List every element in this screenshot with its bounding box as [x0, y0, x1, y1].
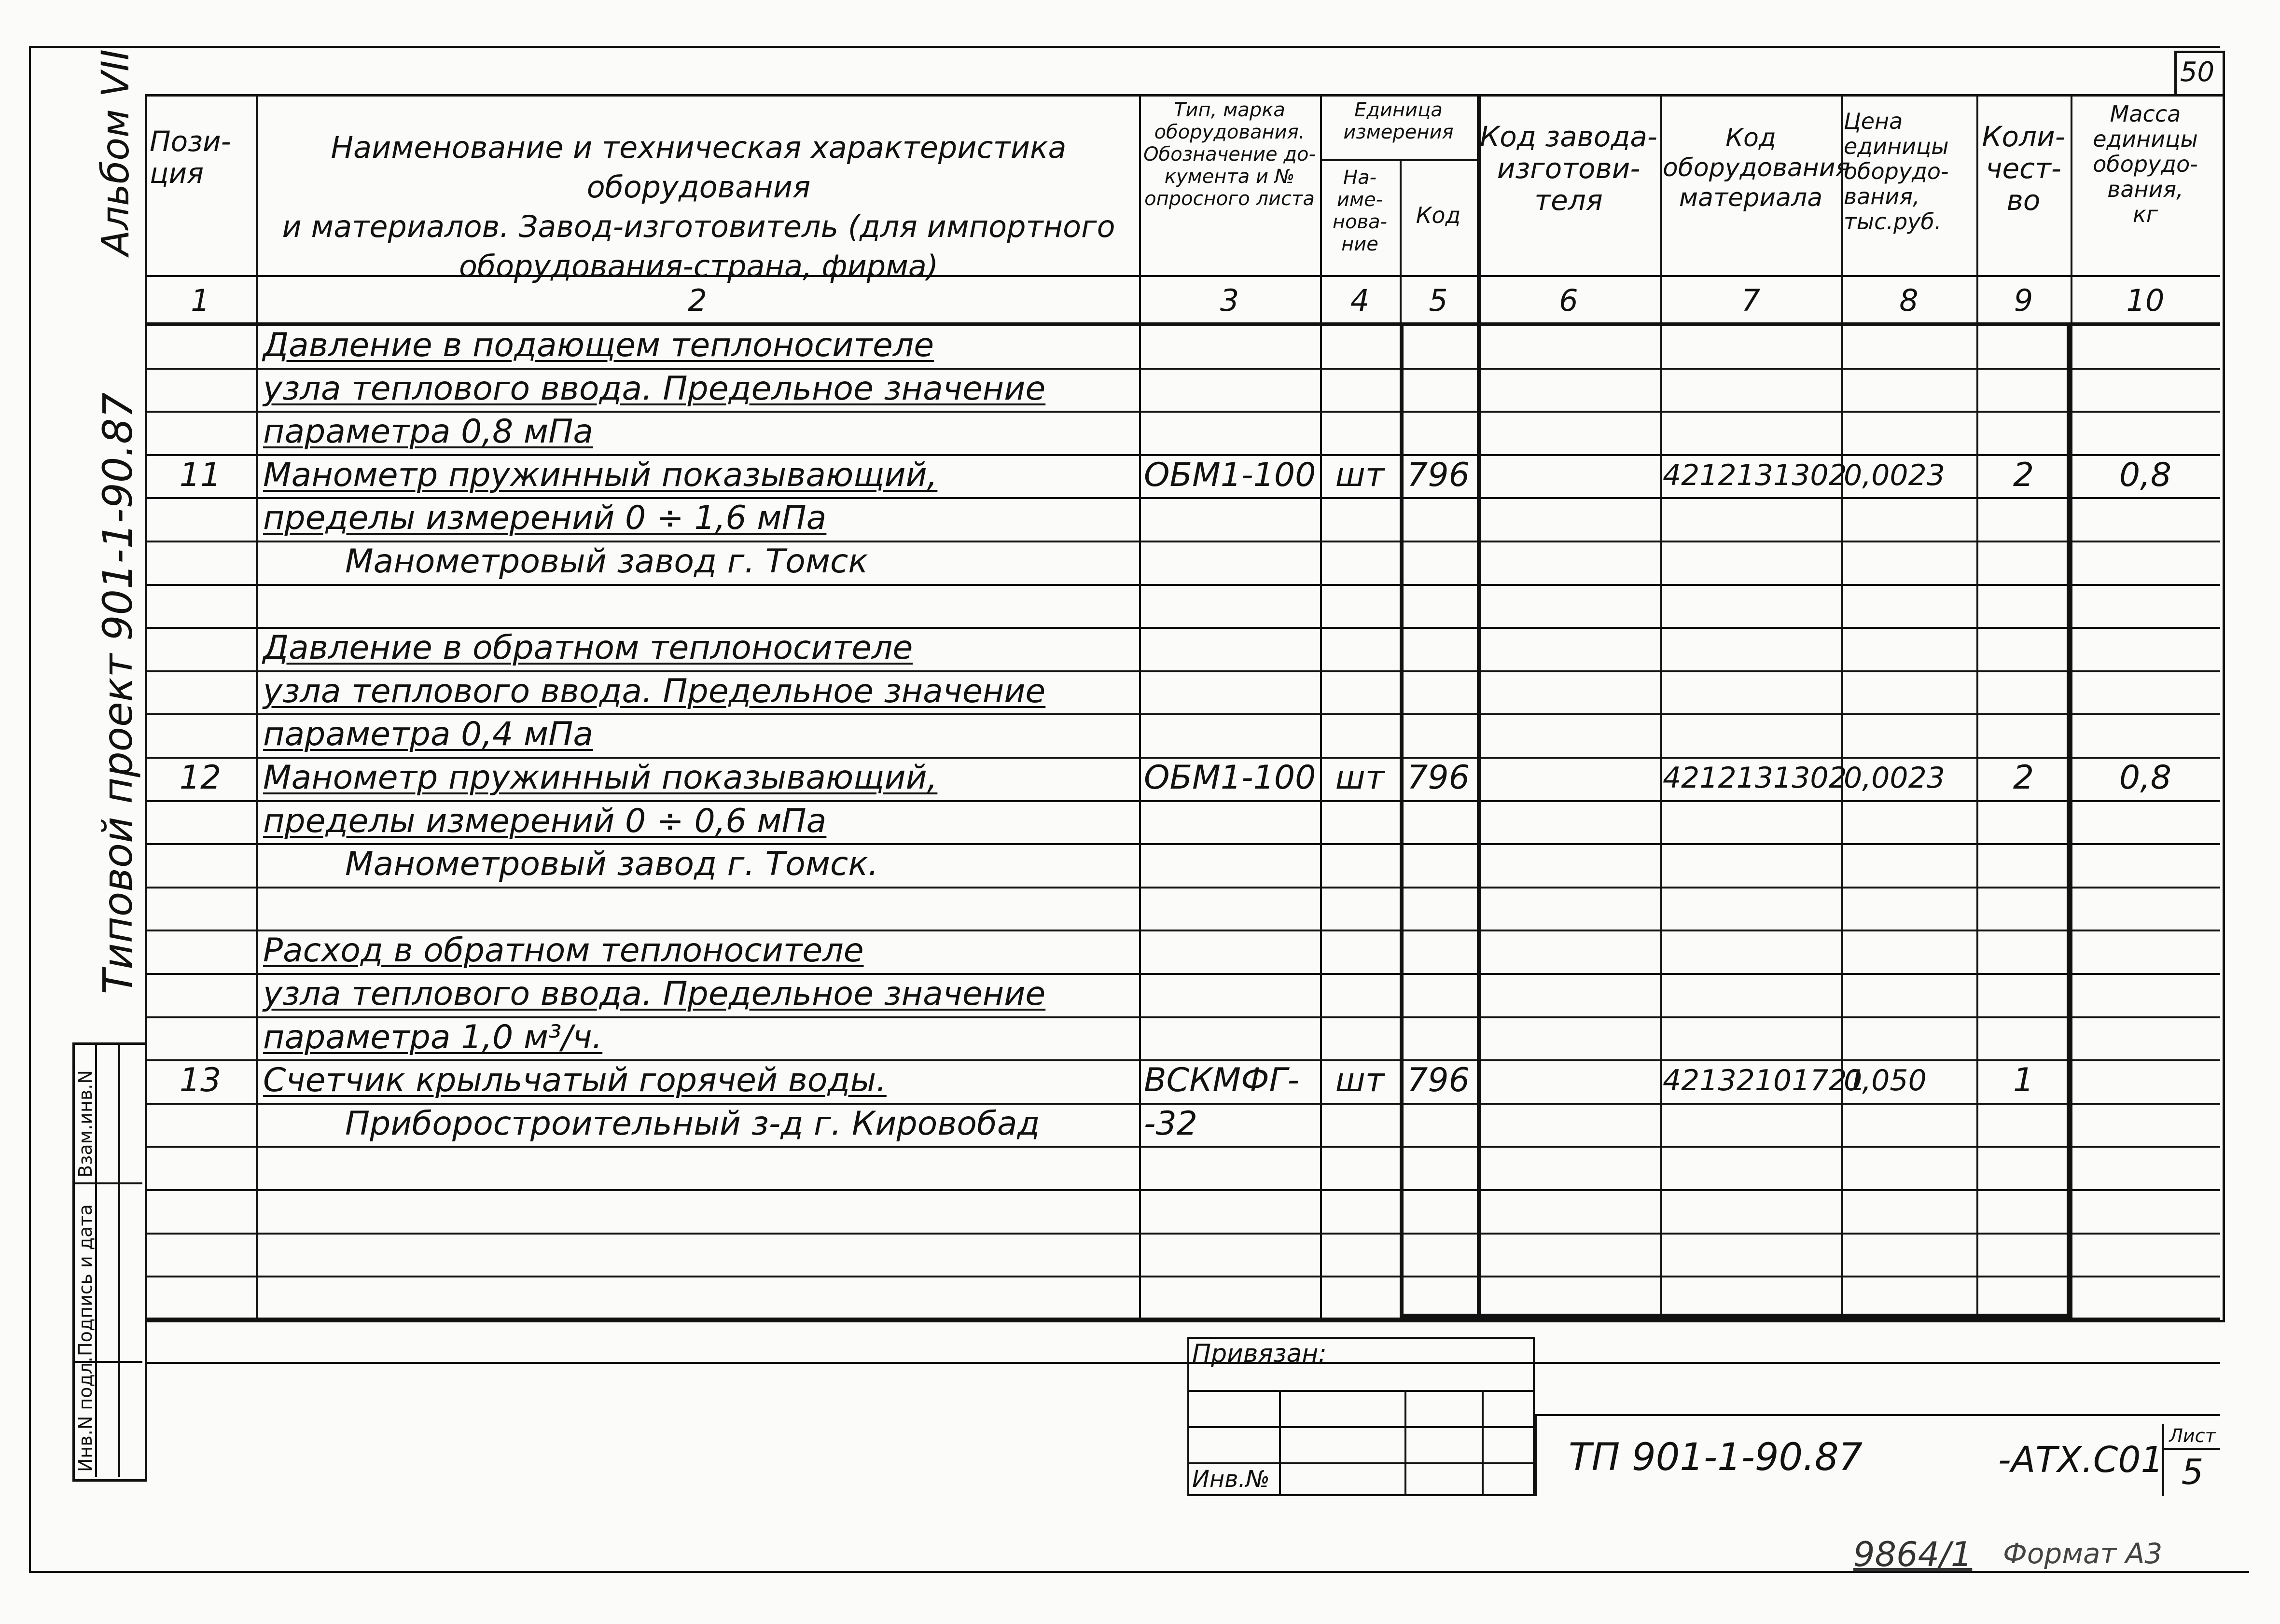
cell-code [1402, 887, 1474, 929]
cell-name: пределы измерений 0 ÷ 0,6 мПа [263, 802, 827, 840]
cell-price [1844, 1189, 1974, 1232]
colnum-5: 5 [1429, 283, 1448, 318]
attached-vline-1 [1279, 1390, 1281, 1496]
cell-equip [1663, 584, 1839, 626]
colnum-6: 6 [1559, 283, 1578, 318]
colnum-7: 7 [1741, 283, 1761, 318]
cell-unit [1322, 1233, 1397, 1275]
cell-mass [2073, 368, 2218, 410]
cell-name [263, 1233, 1137, 1275]
cell-plant [1479, 1146, 1658, 1188]
cell-name: узла теплового ввода. Предельное значение [263, 672, 1046, 710]
cell-plant [1479, 1276, 1658, 1318]
cell-code [1402, 930, 1474, 972]
colnum-2: 2 [688, 283, 707, 318]
cell-unit [1322, 411, 1397, 453]
cell-type [1144, 541, 1318, 583]
cell-name: Манометр пружинный показывающий, [263, 759, 938, 797]
cell-pos [145, 713, 256, 756]
cell-unit: шт [1335, 1061, 1385, 1099]
sheet-number: 5 [2181, 1452, 2204, 1492]
cell-unit: шт [1335, 759, 1385, 797]
cell-mass [2073, 1146, 2218, 1188]
cell-pos [145, 1189, 256, 1232]
cell-price [1844, 973, 1974, 1015]
cell-code: 796 [1407, 1061, 1470, 1099]
cell-type: ОБМ1-100 [1144, 759, 1316, 797]
cell-qty [1979, 670, 2068, 713]
titleblock-top-line [145, 1318, 2220, 1319]
cell-unit [1322, 497, 1397, 540]
cell-pos [145, 800, 256, 843]
cell-plant [1479, 541, 1658, 583]
cell-type [1144, 1189, 1318, 1232]
cell-equip [1663, 973, 1839, 1015]
side-stamp-divider-2 [118, 1042, 120, 1477]
cell-equip [1663, 1189, 1839, 1232]
cell-price [1844, 670, 1974, 713]
cell-pos [145, 324, 256, 367]
cell-name: Манометровый завод г. Томск. [345, 845, 879, 883]
header-col9: Коли- чест- во [1982, 120, 2065, 217]
cell-qty [1979, 1276, 2068, 1318]
cell-type [1144, 800, 1318, 843]
cell-unit [1322, 541, 1397, 583]
cell-qty [1979, 1189, 2068, 1232]
cell-type [1144, 930, 1318, 972]
cell-pos [145, 670, 256, 713]
cell-mass [2073, 1319, 2218, 1361]
cell-mass [2073, 1016, 2218, 1059]
cell-plant [1479, 584, 1658, 626]
cell-mass [2073, 497, 2218, 540]
side-stamp-sign: Подпись и дата [75, 1204, 96, 1356]
cell-plant [1479, 1233, 1658, 1275]
cell-unit [1322, 1016, 1397, 1059]
cell-pos [145, 1016, 256, 1059]
cell-qty [1979, 497, 2068, 540]
cell-mass [2073, 713, 2218, 756]
cell-price [1844, 1103, 1974, 1145]
cell-mass [2073, 627, 2218, 669]
header-col4: На- име- нова- ние [1332, 167, 1388, 255]
cell-name [263, 887, 1137, 929]
cell-type [1144, 1233, 1318, 1275]
cell-price [1844, 713, 1974, 756]
cell-code [1402, 800, 1474, 843]
cell-type [1144, 324, 1318, 367]
cell-type [1144, 1146, 1318, 1188]
col-sep-3 [1320, 94, 1322, 1318]
cell-equip [1663, 1276, 1839, 1318]
format-label: Формат А3 [2003, 1537, 2163, 1570]
cell-code [1402, 411, 1474, 453]
cell-code [1402, 1146, 1474, 1188]
cell-qty [1979, 541, 2068, 583]
cell-plant [1479, 800, 1658, 843]
cell-pos: 11 [179, 456, 222, 494]
col-sep-1 [256, 94, 258, 1318]
doc-suffix: -АТХ.С01 [1998, 1439, 2164, 1481]
cell-qty [1979, 843, 2068, 886]
cell-equip [1663, 1319, 1839, 1361]
cell-unit [1322, 324, 1397, 367]
cell-type [1144, 713, 1318, 756]
cell-equip [1663, 713, 1839, 756]
cell-code [1402, 324, 1474, 367]
cell-equip [1663, 411, 1839, 453]
cell-price: 0,0023 [1844, 761, 1945, 795]
cell-code [1402, 713, 1474, 756]
cell-equip [1663, 324, 1839, 367]
cell-code [1402, 1016, 1474, 1059]
cell-type: ВСКМФГ- [1144, 1061, 1300, 1099]
cell-plant [1479, 887, 1658, 929]
cell-price [1844, 930, 1974, 972]
handwritten-note: 9864/1 [1853, 1535, 1973, 1574]
cell-pos [145, 497, 256, 540]
cell-plant [1479, 324, 1658, 367]
cell-equip [1663, 670, 1839, 713]
cell-qty [1979, 887, 2068, 929]
cell-plant [1479, 843, 1658, 886]
cell-unit: шт [1335, 456, 1385, 494]
cell-price [1844, 627, 1974, 669]
cell-type [1144, 368, 1318, 410]
cell-mass: 0,8 [2119, 456, 2172, 494]
cell-equip: 4212131302 [1663, 458, 1847, 492]
cell-code: 796 [1407, 759, 1470, 797]
cell-pos [145, 1103, 256, 1145]
cell-type [1144, 670, 1318, 713]
cell-price [1844, 541, 1974, 583]
cell-price [1844, 497, 1974, 540]
cell-unit [1322, 1103, 1397, 1145]
cell-name: Приборостроительный з-д г. Кировобад [345, 1105, 1040, 1143]
cell-qty [1979, 973, 2068, 1015]
cell-qty [1979, 1103, 2068, 1145]
cell-type [1144, 843, 1318, 886]
cell-plant [1479, 930, 1658, 972]
cell-pos [145, 411, 256, 453]
cell-plant [1479, 1189, 1658, 1232]
cell-equip [1663, 930, 1839, 972]
cell-pos [145, 541, 256, 583]
cell-equip [1663, 800, 1839, 843]
cell-plant [1479, 757, 1658, 799]
cell-name: параметра 0,8 мПа [263, 413, 594, 451]
cell-name: Расход в обратном теплоносителе [263, 931, 864, 970]
cell-equip [1663, 1146, 1839, 1188]
cell-plant [1479, 973, 1658, 1015]
side-project: Типовой проект 901-1-90.87 [94, 392, 141, 994]
cell-unit [1322, 1146, 1397, 1188]
colnum-3: 3 [1220, 283, 1239, 318]
side-stamp-inv: Инв.N подл. [75, 1357, 96, 1472]
cell-price [1844, 887, 1974, 929]
cell-name: Счетчик крыльчатый горячей воды. [263, 1061, 887, 1099]
cell-unit [1322, 584, 1397, 626]
col-sep-9 [2071, 94, 2072, 1318]
cell-type [1144, 1276, 1318, 1318]
cell-mass [2073, 411, 2218, 453]
cell-type [1144, 584, 1318, 626]
cell-qty: 1 [2013, 1061, 2034, 1099]
doc-code: ТП 901-1-90.87 [1569, 1436, 1863, 1479]
cell-price [1844, 411, 1974, 453]
header-unit-group: Единица измерения [1343, 99, 1454, 143]
table-row-line [145, 1362, 2220, 1364]
inv-number-label: Инв.№ [1192, 1466, 1270, 1493]
cell-mass [2073, 800, 2218, 843]
cell-qty [1979, 411, 2068, 453]
colnum-1: 1 [191, 283, 210, 318]
cell-plant [1479, 713, 1658, 756]
cell-pos [145, 584, 256, 626]
sheet-bottom-line [29, 1571, 2249, 1573]
sheet-top-line [29, 46, 2220, 48]
cell-plant [1479, 670, 1658, 713]
cell-qty: 2 [2013, 456, 2034, 494]
cell-equip [1663, 368, 1839, 410]
attached-vline-3 [1482, 1390, 1484, 1496]
cell-mass [2073, 1103, 2218, 1145]
cell-plant [1479, 368, 1658, 410]
cell-plant [1479, 1016, 1658, 1059]
cell-unit [1322, 627, 1397, 669]
cell-pos [145, 973, 256, 1015]
cell-unit [1322, 800, 1397, 843]
cell-name: Манометр пружинный показывающий, [263, 456, 938, 494]
attached-label: Привязан: [1192, 1339, 1327, 1368]
cell-name: Давление в подающем теплоносителе [263, 326, 934, 364]
cell-pos [145, 930, 256, 972]
cell-price [1844, 1319, 1974, 1361]
cell-mass [2073, 1059, 2218, 1102]
side-stamp-h1 [72, 1182, 142, 1184]
cell-plant [1479, 454, 1658, 497]
cell-type [1144, 887, 1318, 929]
cell-code: 796 [1407, 456, 1470, 494]
header-col10: Масса единицы оборудо- вания, кг [2093, 101, 2198, 227]
cell-name: пределы измерений 0 ÷ 1,6 мПа [263, 499, 827, 537]
cell-pos [145, 1276, 256, 1318]
cell-equip: 4212131302 [1663, 761, 1847, 795]
cell-price [1844, 1276, 1974, 1318]
cell-price [1844, 1146, 1974, 1188]
cell-pos: 13 [179, 1061, 222, 1099]
cell-qty [1979, 1233, 2068, 1275]
cell-equip: 42132101721 [1663, 1064, 1865, 1097]
cell-name: узла теплового ввода. Предельное значение [263, 975, 1046, 1013]
cell-plant [1479, 497, 1658, 540]
cell-plant [1479, 1103, 1658, 1145]
cell-plant [1479, 627, 1658, 669]
cell-pos [145, 1319, 256, 1361]
cell-qty: 2 [2013, 759, 2034, 797]
cell-code [1402, 1189, 1474, 1232]
header-col7: Код оборудования материала [1663, 124, 1850, 212]
cell-pos [145, 843, 256, 886]
cell-code [1402, 541, 1474, 583]
cell-type [1144, 973, 1318, 1015]
cell-price [1844, 368, 1974, 410]
cell-pos: 12 [179, 759, 222, 797]
cell-qty [1979, 930, 2068, 972]
cell-pos [145, 1146, 256, 1188]
cell-equip [1663, 541, 1839, 583]
cell-mass: 0,8 [2119, 759, 2172, 797]
cell-code [1402, 497, 1474, 540]
sheet-left-line [29, 46, 31, 1571]
page-number: 50 [2180, 56, 2215, 88]
cell-mass [2073, 843, 2218, 886]
cell-code [1402, 584, 1474, 626]
cell-price [1844, 800, 1974, 843]
cell-mass [2073, 973, 2218, 1015]
cell-pos [145, 627, 256, 669]
cell-price [1844, 584, 1974, 626]
cell-name [263, 1189, 1137, 1232]
cell-plant [1479, 411, 1658, 453]
cell-qty [1979, 1016, 2068, 1059]
cell-mass [2073, 584, 2218, 626]
cell-name [263, 1319, 1137, 1361]
cell-qty [1979, 627, 2068, 669]
cell-unit [1322, 1189, 1397, 1232]
cell-mass [2073, 541, 2218, 583]
cell-code [1402, 368, 1474, 410]
cell-mass [2073, 1233, 2218, 1275]
colnum-8: 8 [1899, 283, 1919, 318]
header-col3: Тип, марка оборудования. Обозначение до- кумента и № опросного листа [1143, 99, 1316, 210]
cell-qty [1979, 368, 2068, 410]
cell-name [263, 1146, 1137, 1188]
cell-equip [1663, 843, 1839, 886]
cell-pos [145, 887, 256, 929]
cell-price [1844, 1233, 1974, 1275]
cell-plant [1479, 1059, 1658, 1102]
cell-equip [1663, 1103, 1839, 1145]
cell-unit [1322, 368, 1397, 410]
cell-unit [1322, 670, 1397, 713]
cell-name [263, 584, 1137, 626]
cell-code [1402, 1233, 1474, 1275]
cell-mass [2073, 1276, 2218, 1318]
cell-code [1402, 1276, 1474, 1318]
cell-qty [1979, 713, 2068, 756]
sheet-label: Лист [2169, 1425, 2216, 1446]
cell-unit [1322, 1276, 1397, 1318]
cell-mass [2073, 324, 2218, 367]
cell-type: -32 [1144, 1105, 1198, 1143]
header-col8: Цена единицы оборудо- вания, тыс.руб. [1844, 108, 1949, 235]
side-title: Альбом VII [94, 49, 138, 256]
cell-price [1844, 1016, 1974, 1059]
cell-mass [2073, 887, 2218, 929]
cell-name [263, 1276, 1137, 1318]
cell-code [1402, 670, 1474, 713]
side-stamp-replace: Взам.инв.N [75, 1070, 96, 1178]
cell-type [1144, 411, 1318, 453]
cell-code [1402, 1103, 1474, 1145]
cell-pos [145, 1233, 256, 1275]
cell-pos [145, 368, 256, 410]
cell-unit [1322, 713, 1397, 756]
colnum-9: 9 [2014, 283, 2033, 318]
cell-qty [1979, 1319, 2068, 1361]
cell-price [1844, 324, 1974, 367]
cell-name: узла теплового ввода. Предельное значение [263, 370, 1046, 408]
cell-name: Манометровый завод г. Томск [345, 542, 868, 581]
cell-equip [1663, 1016, 1839, 1059]
cell-unit [1322, 973, 1397, 1015]
cell-unit [1322, 843, 1397, 886]
cell-name: Давление в обратном теплоносителе [263, 629, 913, 667]
colnum-10: 10 [2126, 283, 2165, 318]
cell-code [1402, 843, 1474, 886]
cell-equip [1663, 497, 1839, 540]
unit-group-line [1320, 159, 1477, 161]
cell-type [1144, 497, 1318, 540]
cell-code [1402, 973, 1474, 1015]
cell-type [1144, 1016, 1318, 1059]
cell-type [1144, 627, 1318, 669]
cell-equip [1663, 887, 1839, 929]
cell-equip [1663, 1233, 1839, 1275]
sheet-divider [2162, 1448, 2220, 1450]
cell-type: ОБМ1-100 [1144, 456, 1316, 494]
cell-name: параметра 0,4 мПа [263, 715, 594, 753]
cell-qty [1979, 324, 2068, 367]
cell-qty [1979, 584, 2068, 626]
colnum-4: 4 [1350, 283, 1370, 318]
cell-code [1402, 627, 1474, 669]
header-col1: Пози- ция [150, 125, 231, 190]
header-col6: Код завода- изготови- теля [1480, 120, 1657, 217]
header-col5: Код [1416, 202, 1461, 228]
cell-qty [1979, 800, 2068, 843]
cell-equip [1663, 627, 1839, 669]
cell-qty [1979, 1146, 2068, 1188]
cell-mass [2073, 1189, 2218, 1232]
cell-price: 0,0023 [1844, 458, 1945, 492]
attached-vline-2 [1404, 1390, 1406, 1496]
cell-name: параметра 1,0 м³/ч. [263, 1018, 603, 1056]
cell-mass [2073, 670, 2218, 713]
cell-unit [1322, 887, 1397, 929]
cell-unit [1322, 930, 1397, 972]
cell-price [1844, 843, 1974, 886]
cell-mass [2073, 930, 2218, 972]
cell-price: 0,050 [1844, 1064, 1927, 1097]
header-col2: Наименование и техническая характеристика оборудования и материалов. Завод-изготовитель (для импортного оборудования-страна, фирма) [282, 130, 1115, 284]
